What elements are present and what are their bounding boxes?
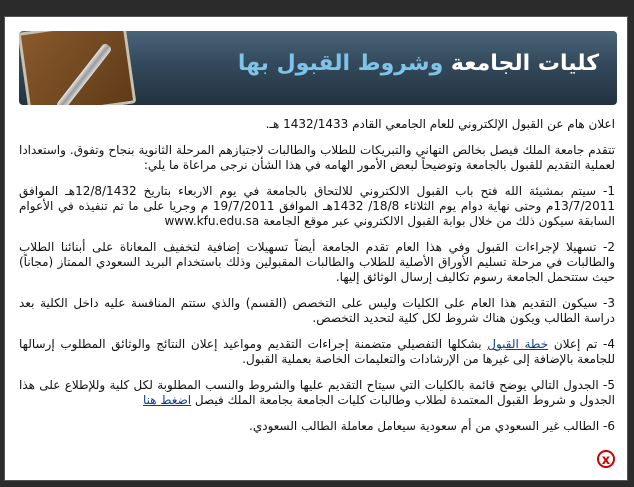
banner-title: [238, 51, 599, 76]
intro-text: اعلان هام عن القبول الإلكتروني للعام الجامعي القادم 1432/1433 هـ.: [265, 117, 615, 131]
item-2: 2- تسهيلا لإجراءات القبول وفي هذا العام تقدم الجامعة أيضاً تسهيلات إضافية لتخفيف المعاناة على أبنائنا الطلاب والطالبات في مرحلة تسليم الأوراق الأصلية للطلاب والطالبات المقبولين وذلك باستخدام البريد السعودي الممتاز (مجاناً) حيث ستتحمل الجامعة رسوم تكاليف إرسال الوثائق إليها.: [19, 240, 615, 284]
item-4: [19, 337, 615, 367]
announcement-content: [19, 117, 615, 445]
item-4-prefix: 4- تم إعلان: [548, 337, 615, 351]
item-3: 3- سيكون التقديم هذا العام على الكليات وليس على التخصص (القسم) والذي ستتم المنافسة عليه داخل الكلية بعد دراسة الطالب ويكون هناك شروط لكل كلية لتحديد التخصص.: [19, 296, 615, 325]
item-5-text: 5- الجدول التالي يوضح قائمة بالكليات التي سيتاح التقديم عليها والشروط والنسب المطلوبة لكل كلية وللإطلاع على هذا الجدول و شروط القبول المعتمدة لطلاب وطالبات كليات الجامعة بجامعة الملك فيصل: [19, 378, 615, 407]
click-here-link[interactable]: اضغط هنا: [142, 393, 192, 407]
close-icon[interactable]: x: [597, 450, 615, 468]
item-4-suffix: بشكلها التفصيلي متضمنة إجراءات التقديم ومواعيد إعلان النتائج والوثائق المطلوب إرسالها للجامعة بالإضافة إلى غيرها من الإرشادات والتعليمات الخاصة بعملية القبول.: [19, 337, 615, 366]
announcement-modal: [4, 16, 628, 481]
banner-title-part2: وشروط القبول بها: [237, 51, 451, 76]
item-6: 6- الطالب غير السعودي من أم سعودية سيعامل معاملة الطالب السعودي.: [249, 419, 615, 433]
item-1: 1- سيتم بمشيئة الله فتح باب القبول الالكتروني للالتحاق بالجامعة في يوم الاربعاء بتاريخ 12/8/1432هـ الموافق 13/7/2011م وحتى نهاية دوام يوم الثلاثاء 18/8/ 1432هـ الموافق 19/7/2011 م وجريا على ما تم تنفيذه في الأعوام السابقة سيكون ذلك من خلال بوابة القبول الالكتروني عبر موقع الجامعة www.kfu.edu.sa: [19, 184, 616, 228]
item-5: [19, 378, 615, 408]
header-banner: [19, 31, 617, 105]
banner-title-part1: كليات الجامعة: [450, 51, 599, 76]
admission-plan-link[interactable]: خطة القبول: [487, 337, 549, 351]
book-image: [19, 31, 136, 105]
greeting-text: تتقدم جامعة الملك فيصل بخالص التهاني والتبريكات للطلاب والطالبات لاجتيازهم المرحلة الثانوية بنجاح وتفوق. واستعدادا لعملية التقديم للقبول بالجامعة وتوضيحاً لبعض الأمور الهامه في هذا الشأن نرجى مراعاة ما يلي:: [19, 143, 615, 172]
